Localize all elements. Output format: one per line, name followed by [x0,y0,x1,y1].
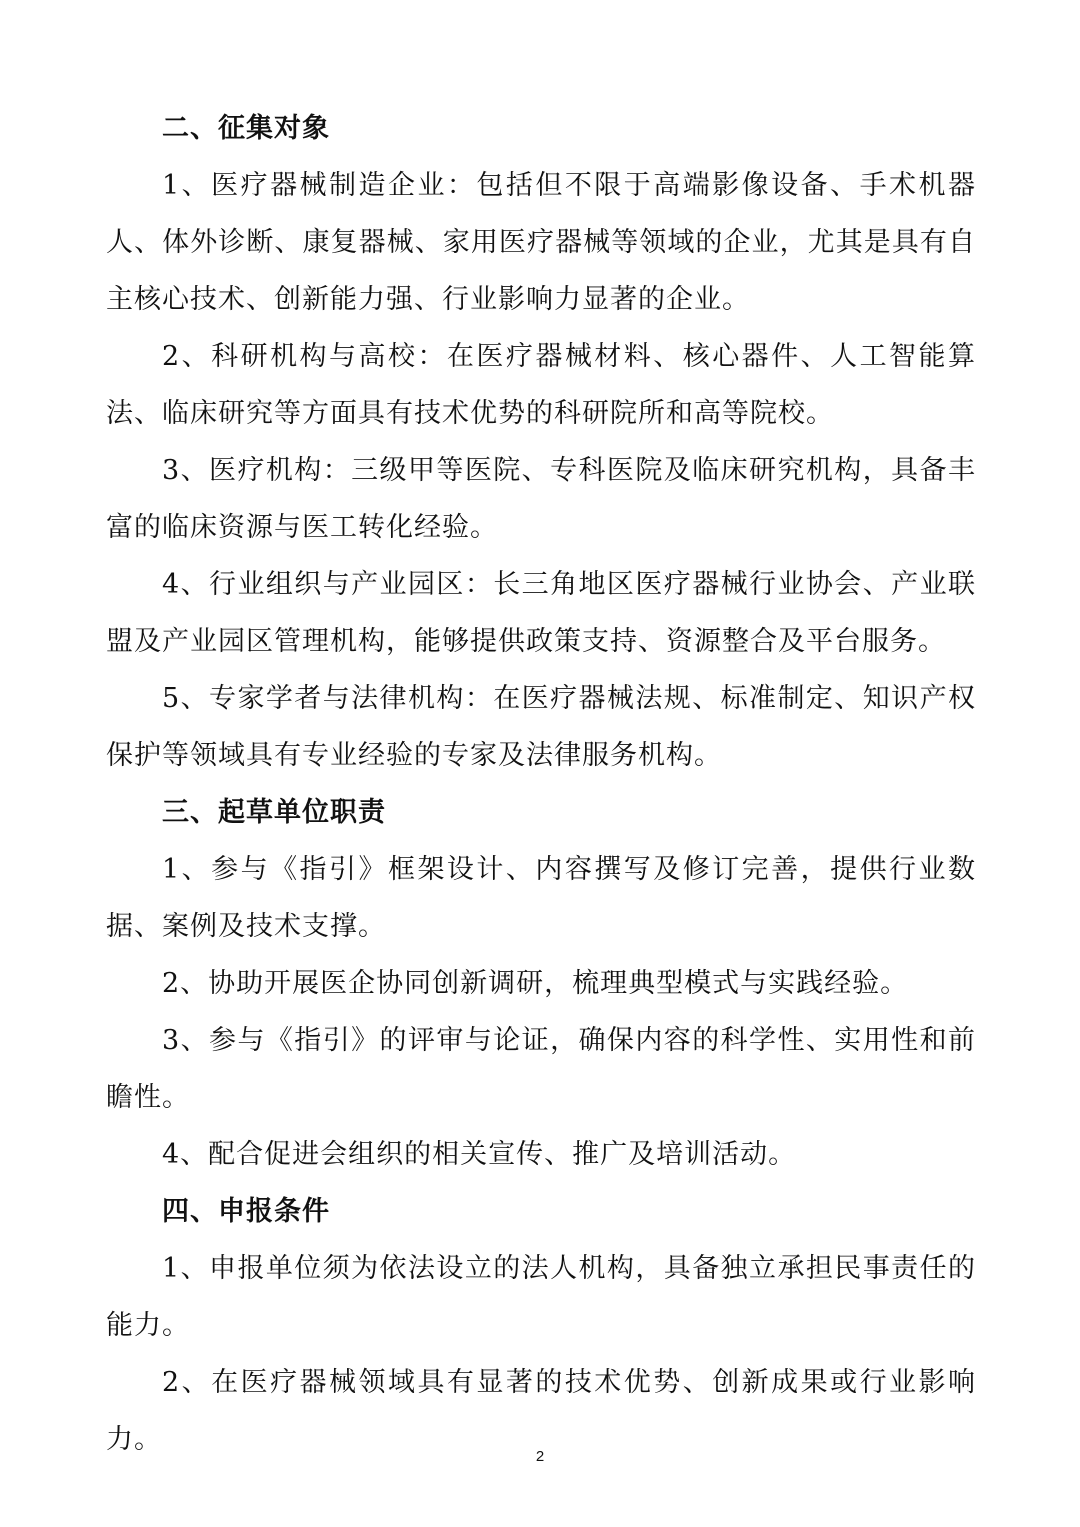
section-heading: 四、申报条件 [162,1196,330,1227]
paragraph-item: 5、专家学者与法律机构：在医疗器械法规、标准制定、知识产权保护等领域具有专业经验的专家及法律服务机构。 [106,683,976,771]
paragraph-item: 1、申报单位须为依法设立的法人机构，具备独立承担民事责任的能力。 [106,1253,976,1341]
paragraph-item: 2、协助开展医企协同创新调研，梳理典型模式与实践经验。 [162,968,909,999]
section-application-conditions [106,1183,976,1468]
paragraph-item: 3、医疗机构：三级甲等医院、专科医院及临床研究机构，具备丰富的临床资源与医工转化经验。 [106,455,976,543]
section-heading: 二、征集对象 [162,113,330,144]
paragraph-item: 2、科研机构与高校：在医疗器械材料、核心器件、人工智能算法、临床研究等方面具有技术优势的科研院所和高等院校。 [106,341,976,429]
section-collection-targets [106,100,976,784]
paragraph-item: 2、在医疗器械领域具有显著的技术优势、创新成果或行业影响力。 [106,1367,976,1455]
paragraph-item: 4、行业组织与产业园区：长三角地区医疗器械行业协会、产业联盟及产业园区管理机构，能够提供政策支持、资源整合及平台服务。 [106,569,976,657]
page-number: 2 [535,1448,545,1465]
section-heading: 三、起草单位职责 [162,797,386,828]
section-drafting-duties [106,784,976,1183]
paragraph-item: 1、参与《指引》框架设计、内容撰写及修订完善，提供行业数据、案例及技术支撑。 [106,854,976,942]
paragraph-item: 4、配合促进会组织的相关宣传、推广及培训活动。 [162,1139,797,1170]
paragraph-item: 1、医疗器械制造企业：包括但不限于高端影像设备、手术机器人、体外诊断、康复器械、家用医疗器械等领域的企业，尤其是具有自主核心技术、创新能力强、行业影响力显著的企业。 [106,170,976,315]
document-body [106,100,976,1468]
paragraph-item: 3、参与《指引》的评审与论证，确保内容的科学性、实用性和前瞻性。 [106,1025,976,1113]
